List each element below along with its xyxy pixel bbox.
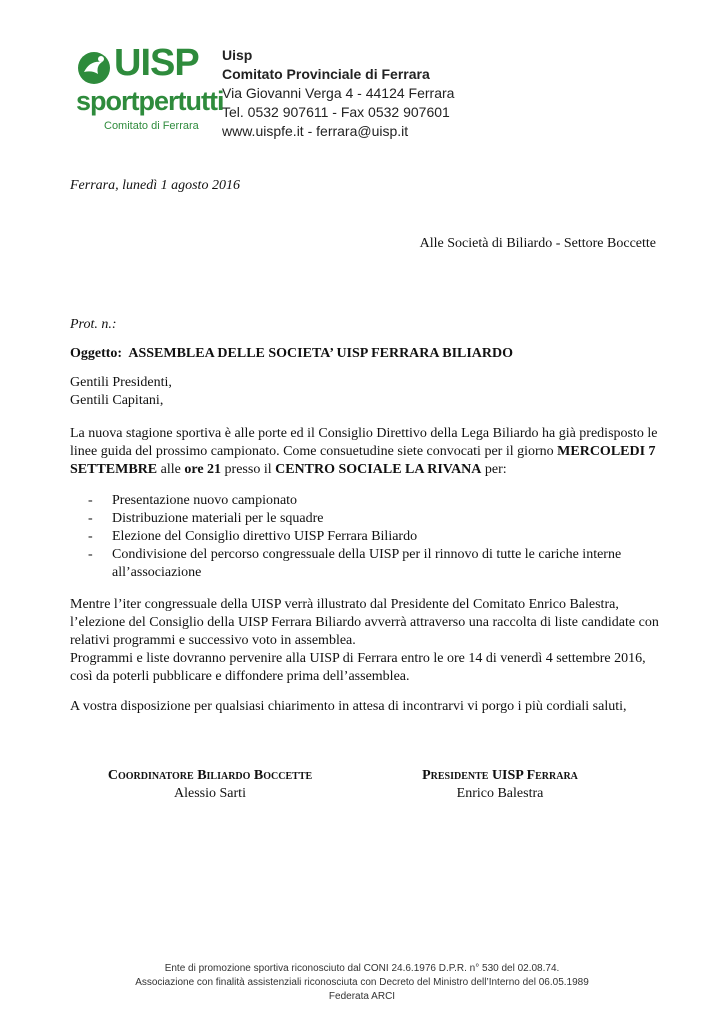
convocation-place-pre: presso il	[221, 462, 276, 477]
contact-org: Uisp	[222, 47, 253, 63]
contact-phone: Tel. 0532 907611 - Fax 0532 907601	[222, 104, 450, 120]
convocation-intro: La nuova stagione sportiva è alle porte ed il Consiglio Direttivo della Lega Biliardo ha già predisposto le linee guida del prossimo campionato. Come consuetudine siete convocati per il giorno	[70, 426, 658, 459]
list-dash: -	[88, 493, 93, 508]
list-item	[88, 528, 668, 546]
letter-subject	[70, 345, 513, 363]
agenda-list	[88, 492, 668, 582]
convocation-end: per:	[481, 462, 507, 477]
signature-name: Enrico Balestra	[456, 786, 544, 801]
signature-president	[400, 767, 600, 803]
signature-coordinator	[100, 767, 320, 803]
list-item	[88, 492, 668, 510]
convocation-at: alle	[157, 462, 185, 477]
agenda-item-text: Condivisione del percorso congressuale della UISP per il rinnovo di tutte le cariche interne all’associazione	[112, 547, 622, 580]
signature-title: Presidente UISP Ferrara	[422, 768, 578, 783]
list-item	[88, 510, 668, 528]
letter-date: Ferrara, lunedì 1 agosto 2016	[70, 178, 240, 193]
footer-line: Federata ARCI	[328, 991, 396, 1002]
paragraph-closing: A vostra disposizione per qualsiasi chiarimento in attesa di incontrarvi vi porgo i più cordiali saluti,	[70, 699, 627, 714]
list-dash: -	[88, 529, 93, 544]
list-dash: -	[88, 547, 93, 562]
logo-tagline: sportpertutti	[76, 86, 224, 116]
meeting-place: CENTRO SOCIALE LA RIVANA	[275, 462, 482, 477]
contact-web-email: www.uispfe.it - ferrara@uisp.it	[222, 123, 409, 139]
paragraph-convocation	[70, 425, 660, 479]
agenda-item-text: Elezione del Consiglio direttivo UISP Ferrara Biliardo	[112, 529, 418, 544]
greeting-line: Gentili Presidenti,	[70, 375, 172, 390]
footer-line: Ente di promozione sportiva riconosciuto dal CONI 24.6.1976 D.P.R. n° 530 del 02.08.74.	[164, 963, 560, 974]
signature-title: Coordinatore Biliardo Boccette	[107, 768, 313, 783]
contact-committee: Comitato Provinciale di Ferrara	[222, 66, 430, 82]
subject-label: Oggetto:	[70, 346, 123, 361]
footer-line: Associazione con finalità assistenziali riconosciuta con Decreto del Ministro dell’Interno del 06.05.1989	[135, 977, 589, 988]
list-dash: -	[88, 511, 93, 526]
greeting	[70, 374, 172, 410]
logo-brand: UISP	[114, 42, 199, 84]
logo-subtitle: Comitato di Ferrara	[104, 120, 199, 132]
paragraph-line: Programmi e liste dovranno pervenire alla UISP di Ferrara entro le ore 14 di venerdì 4 settembre 2016, così da poterli pubblicare e diffondere prima dell’assemblea.	[70, 651, 646, 684]
greeting-line: Gentili Capitani,	[70, 393, 164, 408]
agenda-item-text: Presentazione nuovo campionato	[112, 493, 298, 508]
meeting-day: MERCOLEDI 7 SETTEMBRE	[70, 444, 656, 477]
paragraph-line: Mentre l’iter congressuale della UISP verrà illustrato dal Presidente del Comitato Enrico Balestra, l’elezione del Consiglio della UISP Ferrara Biliardo avverrà attraverso una raccolta di liste candidate con relativi programmi e successivo voto in assemblea.	[70, 597, 659, 648]
agenda-item-text: Distribuzione materiali per le squadre	[112, 511, 324, 526]
letterhead-contact	[222, 46, 454, 141]
uisp-logo	[76, 42, 224, 136]
subject-text: ASSEMBLEA DELLE SOCIETA’ UISP FERRARA BILIARDO	[128, 346, 514, 361]
protocol-number: Prot. n.:	[70, 317, 117, 332]
letter-recipients: Alle Società di Biliardo - Settore Boccette	[419, 236, 656, 251]
meeting-time: ore 21	[184, 462, 222, 477]
list-item	[88, 546, 668, 582]
page-footer	[100, 962, 624, 1004]
uisp-runner-icon	[76, 50, 114, 86]
contact-address: Via Giovanni Verga 4 - 44124 Ferrara	[222, 85, 455, 101]
paragraph-elections	[70, 596, 660, 686]
signature-name: Alessio Sarti	[174, 786, 246, 801]
